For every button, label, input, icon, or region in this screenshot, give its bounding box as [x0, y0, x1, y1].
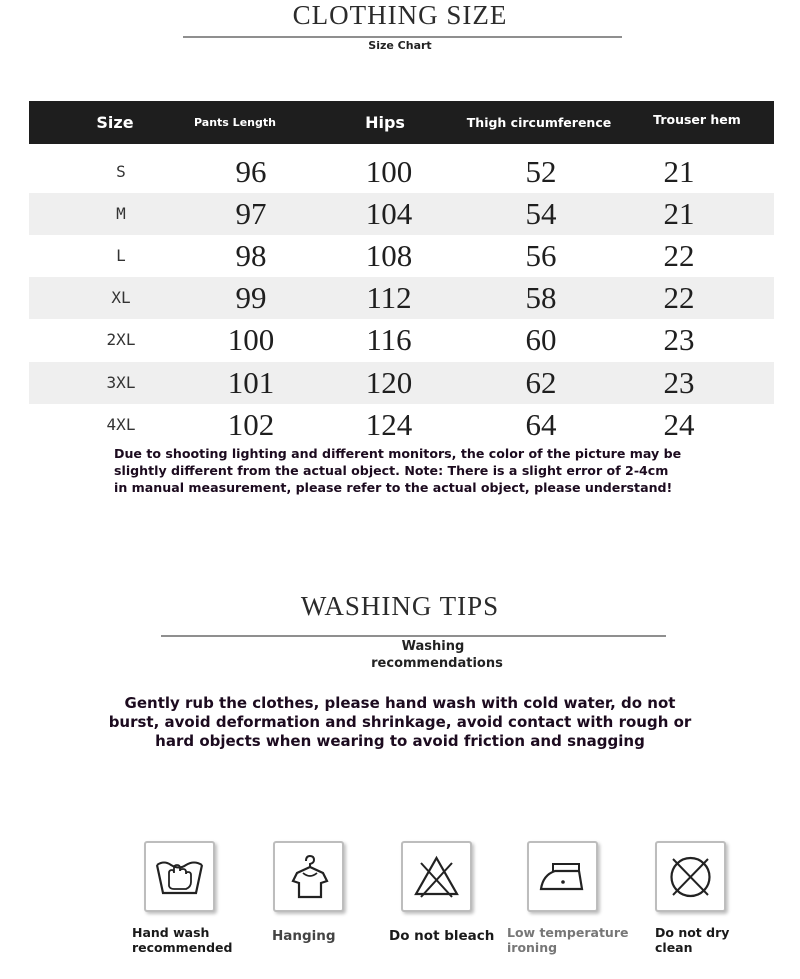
cell-pants-length: 101 [227, 365, 275, 400]
clothing-size-title: CLOTHING SIZE [292, 0, 508, 30]
cell-thigh: 64 [525, 407, 557, 442]
cell-size: L [116, 246, 126, 265]
header-trouser-hem: Trouser hem [653, 112, 741, 127]
cell-size: XL [111, 288, 131, 307]
cell-pants-length: 102 [227, 407, 275, 442]
header-hips: Hips [365, 113, 405, 132]
washing-tips-title: WASHING TIPS [300, 591, 500, 621]
cell-thigh: 56 [525, 238, 557, 273]
cell-hips: 100 [365, 154, 413, 189]
cell-hips: 112 [366, 280, 412, 315]
cell-hips: 116 [366, 322, 412, 357]
table-row [29, 193, 774, 235]
cell-hem: 22 [663, 280, 695, 315]
table-row [29, 151, 774, 193]
measurement-note: Due to shooting lighting and different monitors, the color of the picture may be slightly different from the actual object. Note: There is a slight error of 2-4cm in manual measurement, please refer to the actual object, please understand! [114, 446, 682, 495]
hand-wash-label [132, 925, 232, 955]
table-row [29, 362, 774, 404]
do-not-bleach-icon [401, 841, 472, 912]
cell-hem: 23 [663, 365, 695, 400]
cell-size: M [116, 204, 126, 223]
clothing-size-rule [183, 36, 622, 38]
cell-hips: 124 [365, 407, 413, 442]
dry-clean-label-line1: Do not dry [655, 925, 730, 940]
cell-hem: 21 [663, 196, 695, 231]
cell-pants-length: 100 [227, 322, 275, 357]
header-pants-length: Pants Length [194, 116, 276, 129]
hanging-icon [273, 841, 344, 912]
table-row [29, 404, 774, 446]
cell-hem: 23 [663, 322, 695, 357]
washing-instructions: Gently rub the clothes, please hand wash with cold water, do not burst, avoid deformation and shrinkage, avoid contact with rough or hard objects when wearing to avoid friction and snagging [108, 694, 692, 750]
cell-pants-length: 99 [235, 280, 267, 315]
hand-wash-label-line2: recommended [132, 940, 233, 955]
do-not-bleach-label [389, 929, 494, 944]
cell-hips: 108 [365, 238, 413, 273]
table-row [29, 319, 774, 361]
cell-thigh: 52 [525, 154, 557, 189]
washing-subtitle-line1: Washing [401, 639, 465, 654]
header-size: Size [96, 113, 134, 132]
cell-pants-length: 96 [235, 154, 267, 189]
size-chart-subtitle: Size Chart [368, 39, 432, 52]
cell-hem: 24 [663, 407, 695, 442]
washing-subtitle-line2: recommendations [371, 656, 503, 671]
hand-wash-label-line1: Hand wash [132, 925, 210, 940]
washing-tips-rule [161, 635, 666, 637]
hanging-label [272, 929, 336, 944]
cell-thigh: 54 [525, 196, 557, 231]
low-temp-label-line2: ironing [507, 940, 558, 955]
dry-clean-label-line2: clean [655, 940, 693, 955]
do-not-dry-clean-label [655, 925, 729, 955]
low-temperature-ironing-label [507, 925, 628, 955]
header-thigh-circumference: Thigh circumference [466, 115, 612, 130]
hand-wash-icon [144, 841, 215, 912]
low-temperature-ironing-icon [527, 841, 598, 912]
cell-hips: 104 [365, 196, 413, 231]
do-not-bleach-label-line1: Do not bleach [389, 928, 495, 944]
cell-thigh: 62 [525, 365, 557, 400]
cell-pants-length: 97 [235, 196, 267, 231]
do-not-dry-clean-icon [655, 841, 726, 912]
cell-size: 3XL [106, 373, 136, 392]
cell-pants-length: 98 [235, 238, 267, 273]
low-temp-label-line1: Low temperature [507, 925, 629, 940]
table-row [29, 277, 774, 319]
cell-thigh: 60 [525, 322, 557, 357]
cell-size: 4XL [106, 415, 136, 434]
cell-size: S [116, 162, 126, 181]
table-row [29, 235, 774, 277]
cell-hips: 120 [365, 365, 413, 400]
cell-size: 2XL [106, 330, 136, 349]
hanging-label-line1: Hanging [272, 928, 336, 944]
cell-hem: 21 [663, 154, 695, 189]
cell-hem: 22 [663, 238, 695, 273]
size-table-header [29, 101, 774, 144]
cell-thigh: 58 [525, 280, 557, 315]
